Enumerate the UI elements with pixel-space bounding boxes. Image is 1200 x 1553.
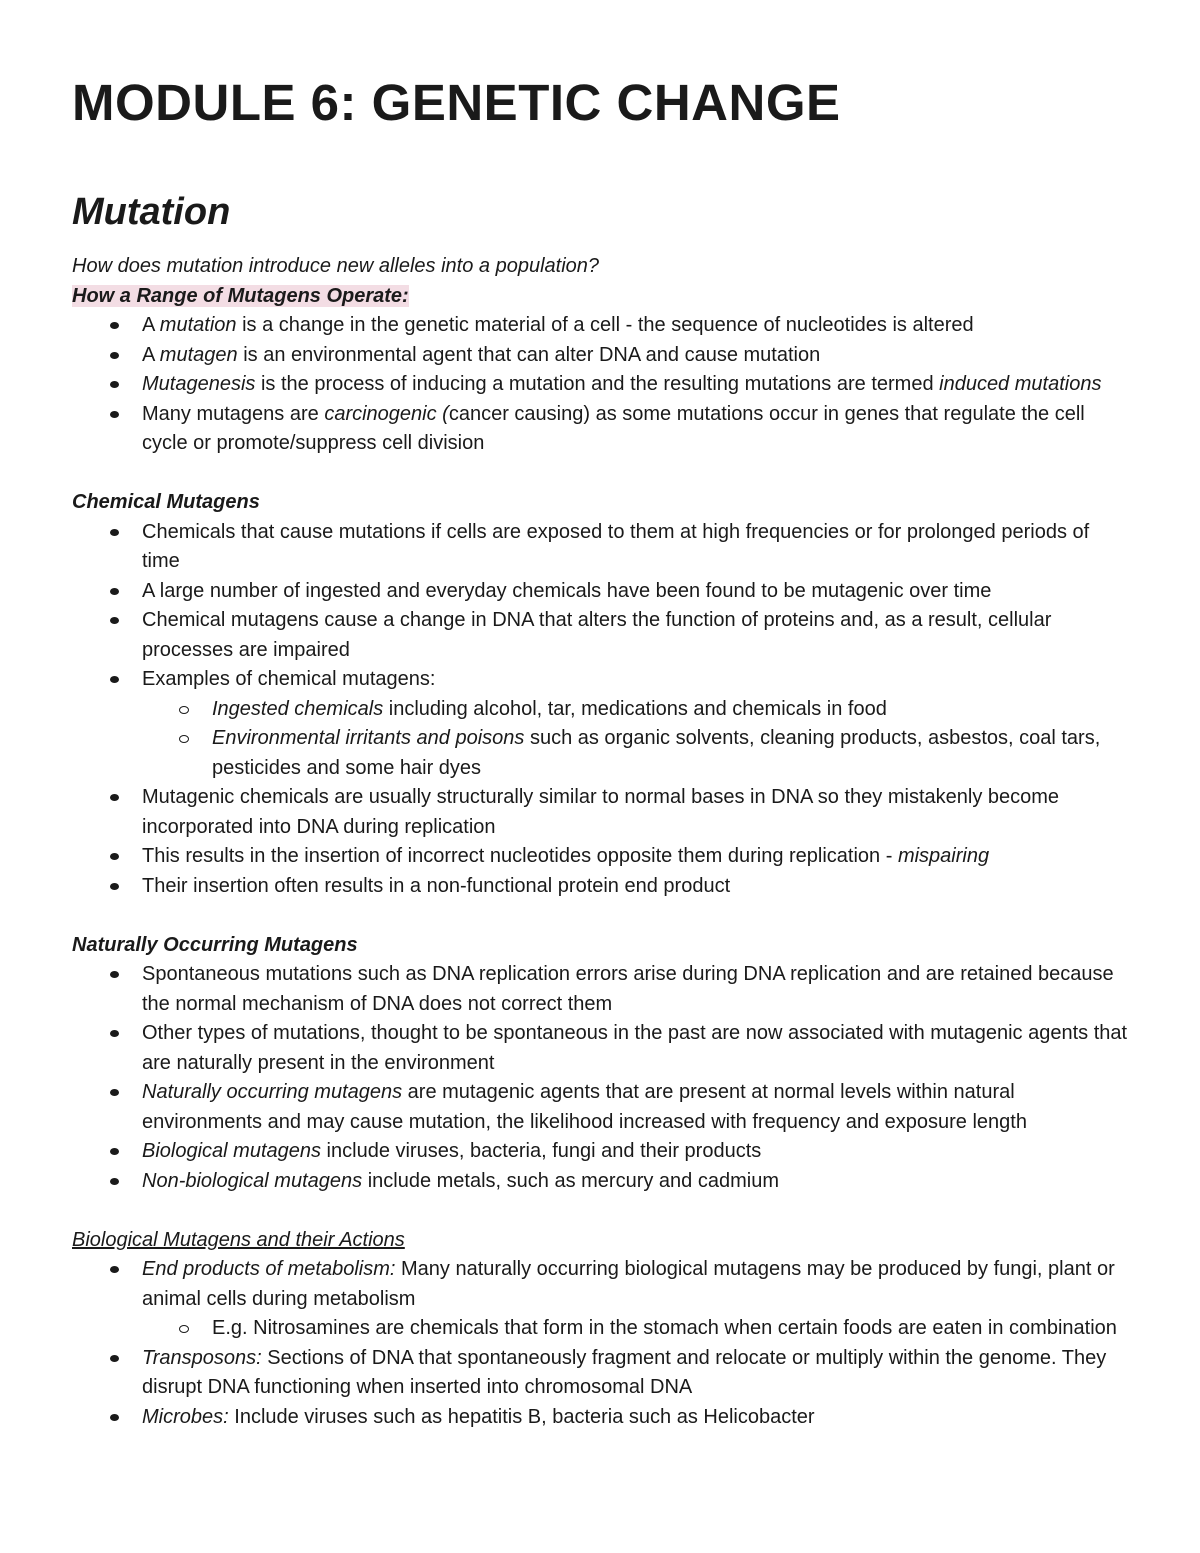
range-heading [72, 282, 1128, 312]
list-item: Transposons: Sections of DNA that spontaneously fragment and relocate or multiply within the genome. They disrupt DNA functioning when inserted into chromosomal DNA [72, 1344, 1128, 1403]
biological-heading: Biological Mutagens and their Actions [72, 1228, 405, 1251]
list-item: Mutagenic chemicals are usually structurally similar to normal bases in DNA so they mistakenly become incorporated into DNA during replication [72, 783, 1128, 842]
list-item: Examples of chemical mutagens: [72, 665, 1128, 695]
list-item: Spontaneous mutations such as DNA replication errors arise during DNA replication and are retained because the normal mechanism of DNA does not correct them [72, 960, 1128, 1019]
guiding-question: How does mutation introduce new alleles into a population? [72, 255, 600, 277]
list-item: Chemicals that cause mutations if cells are exposed to them at high frequencies or for prolonged periods of time [72, 518, 1128, 577]
list-item: Mutagenesis is the process of inducing a mutation and the resulting mutations are termed induced mutations [72, 370, 1128, 400]
chemical-list [72, 518, 1128, 902]
list-item: This results in the insertion of incorrect nucleotides opposite them during replication - mispairing [72, 842, 1128, 872]
list-item: Naturally occurring mutagens are mutagenic agents that are present at normal levels within natural environments and may cause mutation, the likelihood increased with frequency and exposure length [72, 1078, 1128, 1137]
sub-list-item: Ingested chemicals including alcohol, tar, medications and chemicals in food [72, 695, 1128, 725]
list-item: Non-biological mutagens include metals, such as mercury and cadmium [72, 1167, 1128, 1197]
highlight: How a Range of Mutagens Operate: [72, 284, 409, 307]
chemical-heading: Chemical Mutagens [72, 491, 260, 513]
list-item: Chemical mutagens cause a change in DNA that alters the function of proteins and, as a result, cellular processes are impaired [72, 606, 1128, 665]
list-item: Their insertion often results in a non-functional protein end product [72, 872, 1128, 902]
section-title: Mutation [72, 191, 231, 233]
module-title: MODULE 6: GENETIC CHANGE [72, 74, 841, 131]
natural-heading: Naturally Occurring Mutagens [72, 933, 358, 956]
list-item: Other types of mutations, thought to be spontaneous in the past are now associated with mutagenic agents that are naturally present in the environment [72, 1019, 1128, 1078]
list-item: A large number of ingested and everyday chemicals have been found to be mutagenic over time [72, 577, 1128, 607]
sub-list-item: Environmental irritants and poisons such as organic solvents, cleaning products, asbestos, coal tars, pesticides and some hair dyes [72, 724, 1128, 783]
list-item: Microbes: Include viruses such as hepatitis B, bacteria such as Helicobacter [72, 1403, 1128, 1433]
range-list [72, 311, 1128, 459]
list-item: Many mutagens are carcinogenic (cancer causing) as some mutations occur in genes that regulate the cell cycle or promote/suppress cell division [72, 400, 1128, 459]
natural-list [72, 960, 1128, 1196]
biological-list [72, 1255, 1128, 1432]
natural-section [72, 931, 1128, 1197]
biological-section [72, 1226, 1128, 1433]
list-item: End products of metabolism: Many naturally occurring biological mutagens may be produced by fungi, plant or animal cells during metabolism [72, 1255, 1128, 1314]
list-item: A mutagen is an environmental agent that can alter DNA and cause mutation [72, 341, 1128, 371]
list-item: Biological mutagens include viruses, bacteria, fungi and their products [72, 1137, 1128, 1167]
list-item: A mutation is a change in the genetic material of a cell - the sequence of nucleotides is altered [72, 311, 1128, 341]
chemical-section [72, 488, 1128, 901]
sub-list-item: E.g. Nitrosamines are chemicals that form in the stomach when certain foods are eaten in combination [72, 1314, 1128, 1344]
